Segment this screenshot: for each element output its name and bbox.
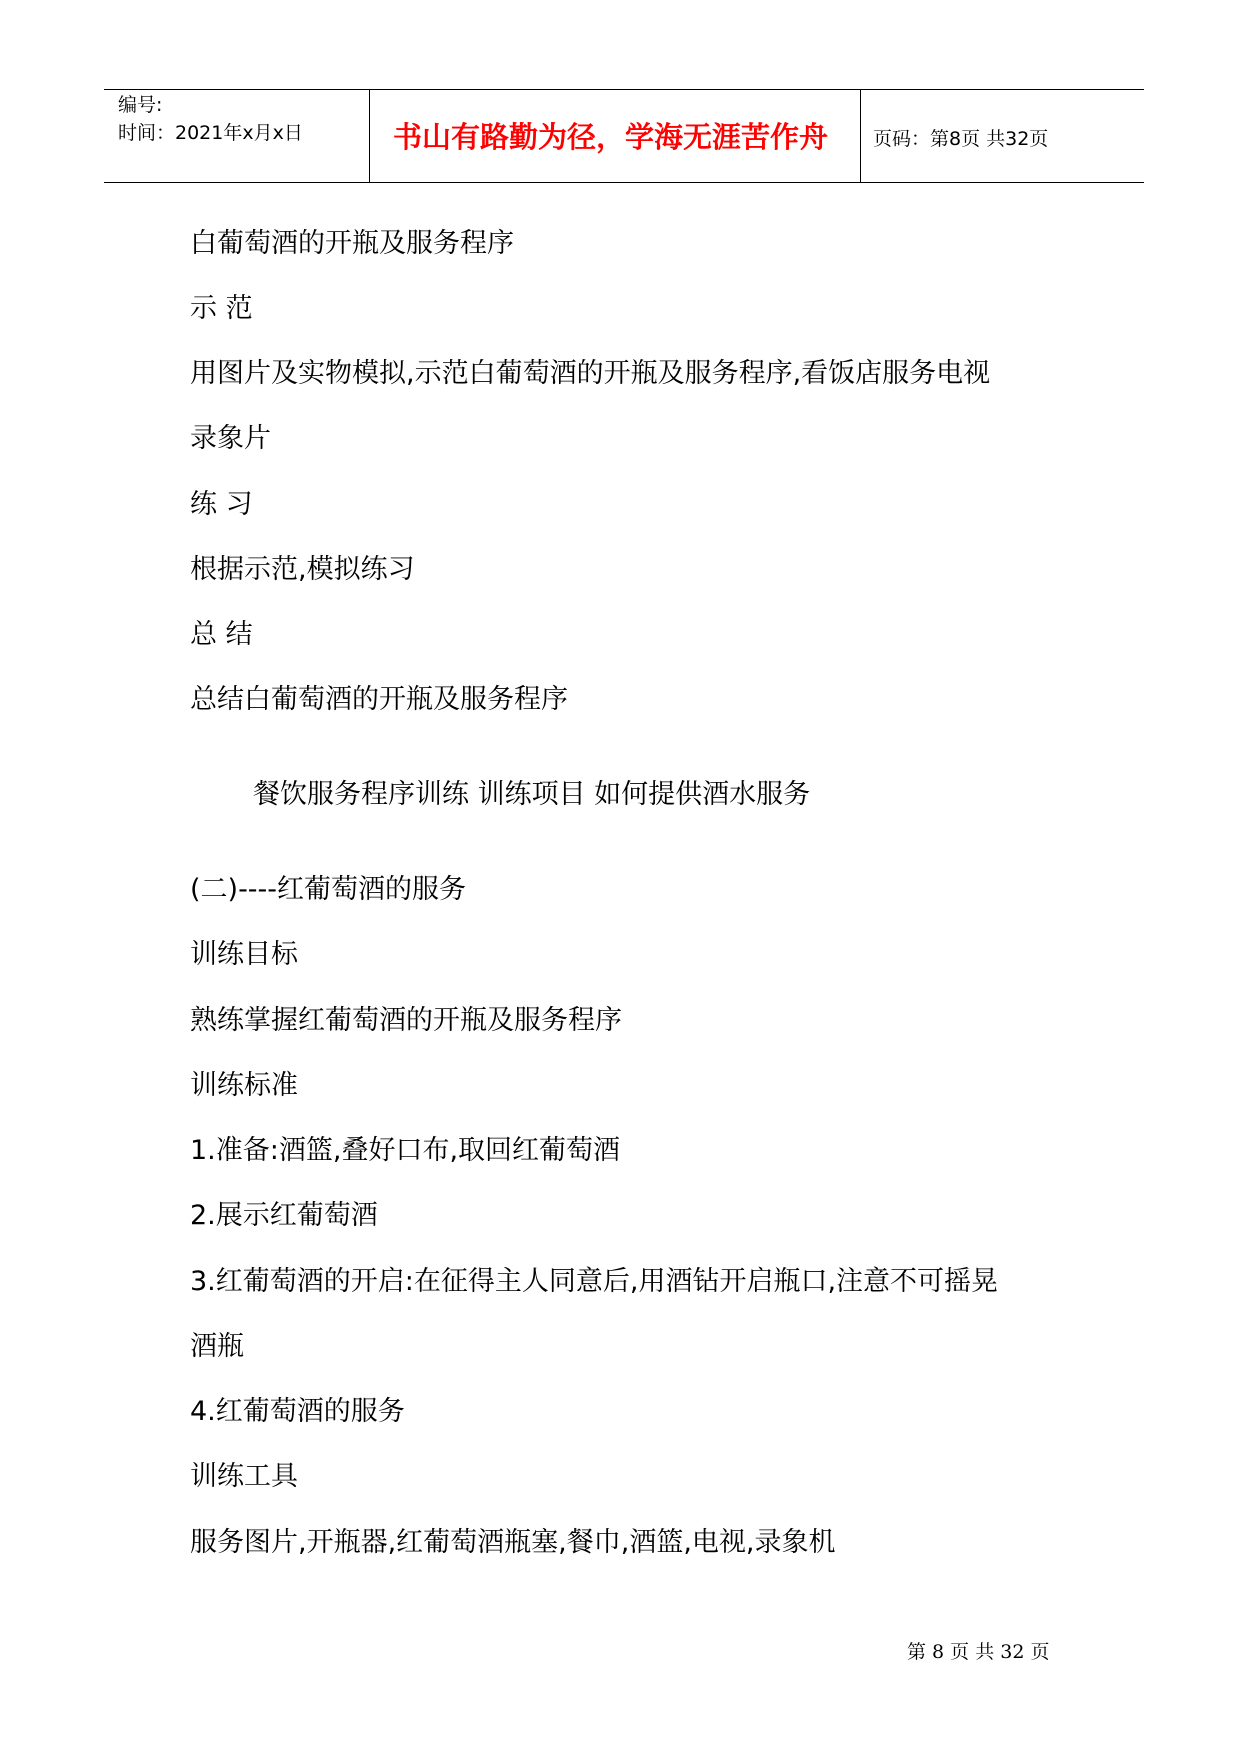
header-page-label: 页码：第8页 共32页	[873, 128, 1049, 150]
body-line: 训练工具	[190, 1461, 298, 1492]
body-line: 3.红葡萄酒的开启:在征得主人同意后,用酒钻开启瓶口,注意不可摇晃	[190, 1266, 999, 1297]
section-heading: 餐饮服务程序训练 训练项目 如何提供酒水服务	[253, 779, 811, 810]
body-line: 白葡萄酒的开瓶及服务程序	[190, 228, 514, 259]
body-line: 根据示范,模拟练习	[190, 554, 415, 585]
footer-page-number: 第 8 页 共 32 页	[907, 1641, 1050, 1663]
header-top-rule	[104, 89, 1144, 90]
header-motto: 书山有路勤为径，学海无涯苦作舟	[393, 120, 829, 154]
body-line: 录象片	[190, 423, 271, 454]
body-line: 总结白葡萄酒的开瓶及服务程序	[190, 684, 568, 715]
body-line: 4.红葡萄酒的服务	[190, 1396, 405, 1427]
body-line: 酒瓶	[190, 1331, 244, 1362]
body-line: 训练目标	[190, 939, 298, 970]
header-divider-right	[860, 89, 861, 183]
header-divider-left	[369, 89, 370, 183]
body-line: 总 结	[190, 619, 253, 650]
body-line: 熟练掌握红葡萄酒的开瓶及服务程序	[190, 1005, 622, 1036]
body-line: 2.展示红葡萄酒	[190, 1200, 378, 1231]
body-line: 1.准备:酒篮,叠好口布,取回红葡萄酒	[190, 1135, 621, 1166]
header-time-label: 时间：2021年x月x日	[118, 122, 303, 144]
body-line: 示 范	[190, 293, 253, 324]
body-line: 用图片及实物模拟,示范白葡萄酒的开瓶及服务程序,看饭店服务电视	[190, 358, 991, 389]
body-line: 训练标准	[190, 1070, 298, 1101]
body-line: (二)----红葡萄酒的服务	[190, 874, 467, 905]
header-bottom-rule	[104, 182, 1144, 183]
header-serial-label: 编号:	[118, 94, 163, 116]
body-line: 服务图片,开瓶器,红葡萄酒瓶塞,餐巾,酒篮,电视,录象机	[190, 1527, 836, 1558]
body-line: 练 习	[190, 489, 253, 520]
